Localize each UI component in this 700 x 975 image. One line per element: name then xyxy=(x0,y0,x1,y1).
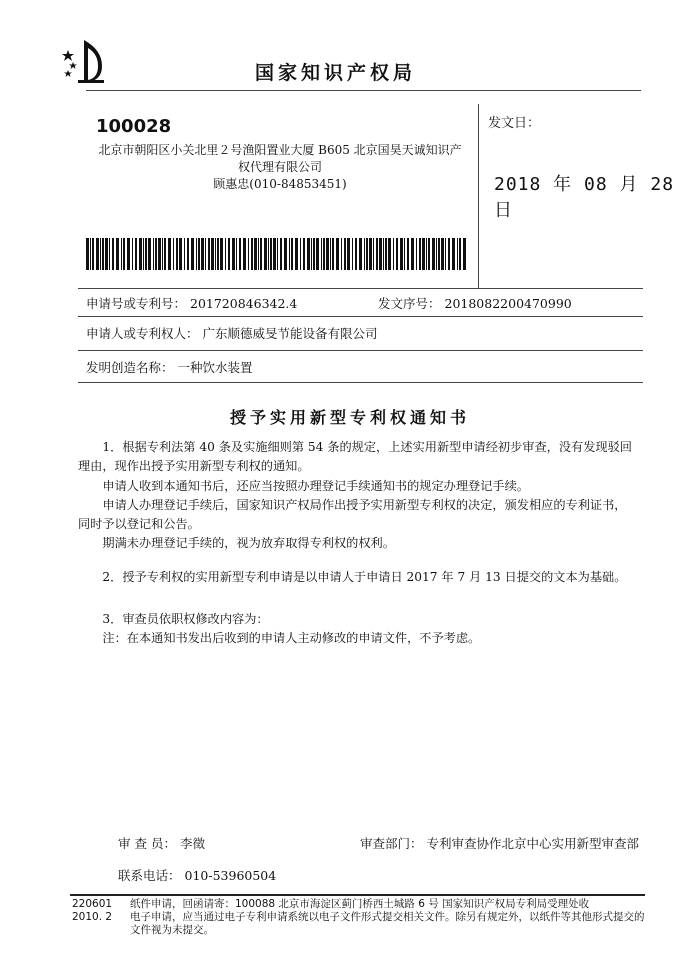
barcode xyxy=(86,238,466,270)
applicant-row xyxy=(86,324,378,342)
notice-paragraph-3: 申请人办理登记手续后，国家知识产权局作出授予实用新型专利权的决定，颁发相应的专利证书，同时予以登记和公告。 xyxy=(78,498,627,531)
office-logo xyxy=(62,36,106,86)
notice-paragraph-1: 1．根据专利法第 40 条及实施细则第 54 条的规定，上述实用新型申请经初步审查，没有发现驳回理由，现作出授予实用新型专利权的通知。 xyxy=(78,440,632,473)
application-number-row xyxy=(86,294,297,312)
applicant-label: 申请人或专利权人： xyxy=(86,326,199,341)
header-rule xyxy=(86,90,641,91)
invention-row xyxy=(86,358,253,376)
invention-label: 发明创造名称： xyxy=(86,360,174,375)
footer-line-2: 电子申请，应当通过电子专利申请系统以电子文件形式提交相关文件。除另有规定外，以纸件等其他形式提交的 xyxy=(130,911,645,923)
form-date: 2010. 2 xyxy=(72,911,113,923)
invention-name: 一种饮水装置 xyxy=(177,360,253,375)
footer-rule xyxy=(70,894,645,896)
address-line-1: 北京市朝阳区小关北里２号渔阳置业大厦 B605 北京国昊天诚知识产 xyxy=(98,143,462,157)
examiner-label: 审 查 员： xyxy=(118,836,176,851)
application-number: 201720846342.4 xyxy=(190,296,298,311)
examiner-row xyxy=(118,834,205,852)
notice-title: 授予实用新型专利权通知书 xyxy=(229,408,470,427)
office-name: 国家知识产权局 xyxy=(255,62,417,84)
serial-number-row xyxy=(378,294,572,312)
fields-top-rule xyxy=(78,288,643,289)
footer-line-3: 文件视为未提交。 xyxy=(130,924,214,936)
issue-date-value: 2018 年 08 月 28 日 xyxy=(494,174,675,221)
form-code: 220601 xyxy=(72,898,113,910)
application-number-label: 申请号或专利号： xyxy=(86,296,187,311)
fields-rule-1 xyxy=(78,316,643,317)
postal-code: 100028 xyxy=(96,116,172,137)
notice-paragraph-2: 申请人收到本通知书后，还应当按照办理登记手续通知书的规定办理登记手续。 xyxy=(102,479,529,493)
notice-paragraph-6: 3．审查员依职权修改内容为： xyxy=(102,612,269,626)
fields-rule-2 xyxy=(78,350,643,351)
applicant-name: 广东顺德威旻节能设备有限公司 xyxy=(202,326,378,341)
phone-number: 010-53960504 xyxy=(184,868,277,883)
notice-paragraph-4: 期满未办理登记手续的，视为放弃取得专利权的权利。 xyxy=(102,536,395,550)
phone-row xyxy=(118,866,276,884)
recipient-address xyxy=(90,142,470,193)
phone-label: 联系电话： xyxy=(118,868,181,883)
serial-number: 2018082200470990 xyxy=(444,296,572,311)
department-label: 审查部门： xyxy=(360,836,423,851)
issue-date-label: 发文日： xyxy=(488,116,541,131)
examiner-name: 李徵 xyxy=(179,836,205,851)
notice-paragraph-7: 注：在本通知书发出后收到的申请人主动修改的申请文件，不予考虑。 xyxy=(102,631,481,645)
department-row xyxy=(360,834,639,852)
department-name: 专利审查协作北京中心实用新型审查部 xyxy=(426,836,640,851)
recipient-contact: 顾惠忠(010-84853451) xyxy=(213,177,347,191)
serial-number-label: 发文序号： xyxy=(378,296,441,311)
footer-line-1: 纸件申请，回函请寄：100088 北京市海淀区蓟门桥西土城路 6 号 国家知识产权局专利局受理处收 xyxy=(130,898,590,910)
fields-bottom-rule xyxy=(78,382,643,383)
header-column-divider xyxy=(478,104,479,288)
footer-notes xyxy=(130,898,650,937)
notice-paragraph-5: 2．授予专利权的实用新型专利申请是以申请人于申请日 2017 年 7 月 13 日提交的文本为基础。 xyxy=(102,570,627,584)
address-line-2: 权代理有限公司 xyxy=(237,160,322,174)
